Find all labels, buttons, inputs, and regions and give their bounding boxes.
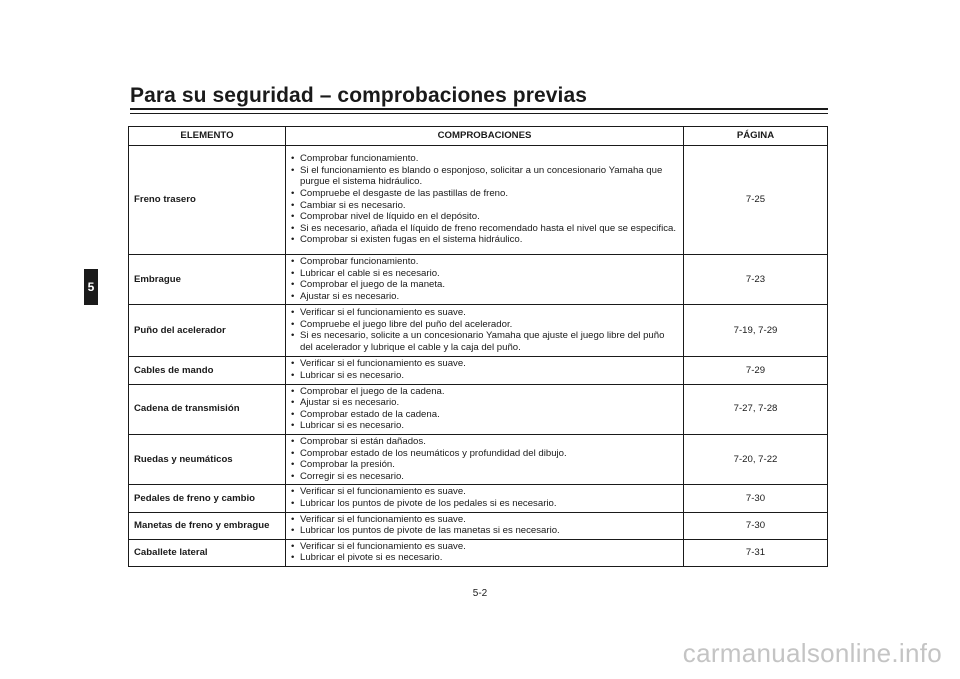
checks-cell: [286, 539, 684, 566]
chapter-tab: 5: [84, 269, 98, 305]
check-list-item: • Comprobar el juego de la cadena.: [291, 386, 679, 398]
check-list-item: • Verificar si el funcionamiento es suave.: [291, 514, 679, 526]
checks-cell: [286, 512, 684, 539]
check-list-item: • Lubricar los puntos de pivote de las manetas si es necesario.: [291, 525, 679, 537]
title-rule-thin: [130, 113, 828, 114]
page-reference-cell: 7-30: [684, 512, 828, 539]
item-cell: Cadena de transmisión: [129, 384, 286, 434]
checks-cell: [286, 485, 684, 512]
checks-list: [291, 256, 679, 302]
check-list-item: • Verificar si el funcionamiento es suave.: [291, 358, 679, 370]
item-cell: Freno trasero: [129, 146, 286, 255]
check-list-item: • Verificar si el funcionamiento es suave.: [291, 541, 679, 553]
page-reference-cell: 7-27, 7-28: [684, 384, 828, 434]
table-row: [129, 434, 828, 484]
table-row: [129, 305, 828, 357]
page-reference-cell: 7-30: [684, 485, 828, 512]
checks-list: [291, 386, 679, 432]
check-list-item: • Compruebe el desgaste de las pastillas de freno.: [291, 188, 679, 200]
check-list-item: • Comprobar si están dañados.: [291, 436, 679, 448]
item-cell: Pedales de freno y cambio: [129, 485, 286, 512]
pre-operation-checklist-table: [128, 126, 828, 567]
checks-cell: [286, 357, 684, 384]
checks-cell: [286, 146, 684, 255]
checks-cell: [286, 255, 684, 305]
item-cell: Cables de mando: [129, 357, 286, 384]
table-row: [129, 255, 828, 305]
column-header-item: ELEMENTO: [129, 127, 286, 146]
check-list-item: • Lubricar si es necesario.: [291, 420, 679, 432]
table-row: [129, 146, 828, 255]
title-rule-thick: [130, 108, 828, 110]
checks-list: [291, 358, 679, 381]
check-list-item: • Corregir si es necesario.: [291, 471, 679, 483]
table-row: [129, 485, 828, 512]
item-cell: Caballete lateral: [129, 539, 286, 566]
column-header-page: PÁGINA: [684, 127, 828, 146]
page-reference-cell: 7-20, 7-22: [684, 434, 828, 484]
check-list-item: • Si es necesario, solicite a un concesionario Yamaha que ajuste el juego libre del puño del acelerador y lubrique el cable y la caja del puño.: [291, 330, 679, 353]
checks-list: [291, 307, 679, 353]
check-list-item: • Lubricar los puntos de pivote de los pedales si es necesario.: [291, 498, 679, 510]
check-list-item: • Comprobar nivel de líquido en el depósito.: [291, 211, 679, 223]
check-list-item: • Lubricar el cable si es necesario.: [291, 268, 679, 280]
checks-list: [291, 153, 679, 246]
check-list-item: • Ajustar si es necesario.: [291, 397, 679, 409]
check-list-item: • Si el funcionamiento es blando o esponjoso, solicitar a un concesionario Yamaha que purgue el sistema hidráulico.: [291, 165, 679, 188]
page-reference-cell: 7-19, 7-29: [684, 305, 828, 357]
check-list-item: • Comprobar estado de los neumáticos y profundidad del dibujo.: [291, 448, 679, 460]
check-list-item: • Comprobar si existen fugas en el sistema hidráulico.: [291, 234, 679, 246]
checks-cell: [286, 434, 684, 484]
check-list-item: • Comprobar funcionamiento.: [291, 256, 679, 268]
checks-list: [291, 514, 679, 537]
table-header-row: [129, 127, 828, 146]
checks-list: [291, 541, 679, 564]
page-reference-cell: 7-23: [684, 255, 828, 305]
check-list-item: • Lubricar el pivote si es necesario.: [291, 552, 679, 564]
watermark-text: carmanualsonline.info: [682, 638, 942, 668]
checks-list: [291, 486, 679, 509]
table-body: [129, 146, 828, 567]
check-list-item: • Ajustar si es necesario.: [291, 291, 679, 303]
item-cell: Embrague: [129, 255, 286, 305]
column-header-checks: COMPROBACIONES: [286, 127, 684, 146]
check-list-item: • Comprobar el juego de la maneta.: [291, 279, 679, 291]
page-reference-cell: 7-29: [684, 357, 828, 384]
page-reference-cell: 7-25: [684, 146, 828, 255]
table-row: [129, 357, 828, 384]
check-list-item: • Lubricar si es necesario.: [291, 370, 679, 382]
table-row: [129, 384, 828, 434]
page-reference-cell: 7-31: [684, 539, 828, 566]
page-title: Para su seguridad – comprobaciones previas: [130, 84, 588, 107]
check-list-item: • Verificar si el funcionamiento es suave.: [291, 486, 679, 498]
check-list-item: • Verificar si el funcionamiento es suave.: [291, 307, 679, 319]
checks-cell: [286, 384, 684, 434]
check-list-item: • Compruebe el juego libre del puño del acelerador.: [291, 319, 679, 331]
checks-cell: [286, 305, 684, 357]
check-list-item: • Comprobar la presión.: [291, 459, 679, 471]
checks-list: [291, 436, 679, 482]
check-list-item: • Cambiar si es necesario.: [291, 200, 679, 212]
table-row: [129, 512, 828, 539]
item-cell: Ruedas y neumáticos: [129, 434, 286, 484]
check-list-item: • Si es necesario, añada el líquido de freno recomendado hasta el nivel que se especifica.: [291, 223, 679, 235]
check-list-item: • Comprobar funcionamiento.: [291, 153, 679, 165]
table-row: [129, 539, 828, 566]
item-cell: Puño del acelerador: [129, 305, 286, 357]
item-cell: Manetas de freno y embrague: [129, 512, 286, 539]
page-number: 5-2: [472, 588, 488, 599]
check-list-item: • Comprobar estado de la cadena.: [291, 409, 679, 421]
